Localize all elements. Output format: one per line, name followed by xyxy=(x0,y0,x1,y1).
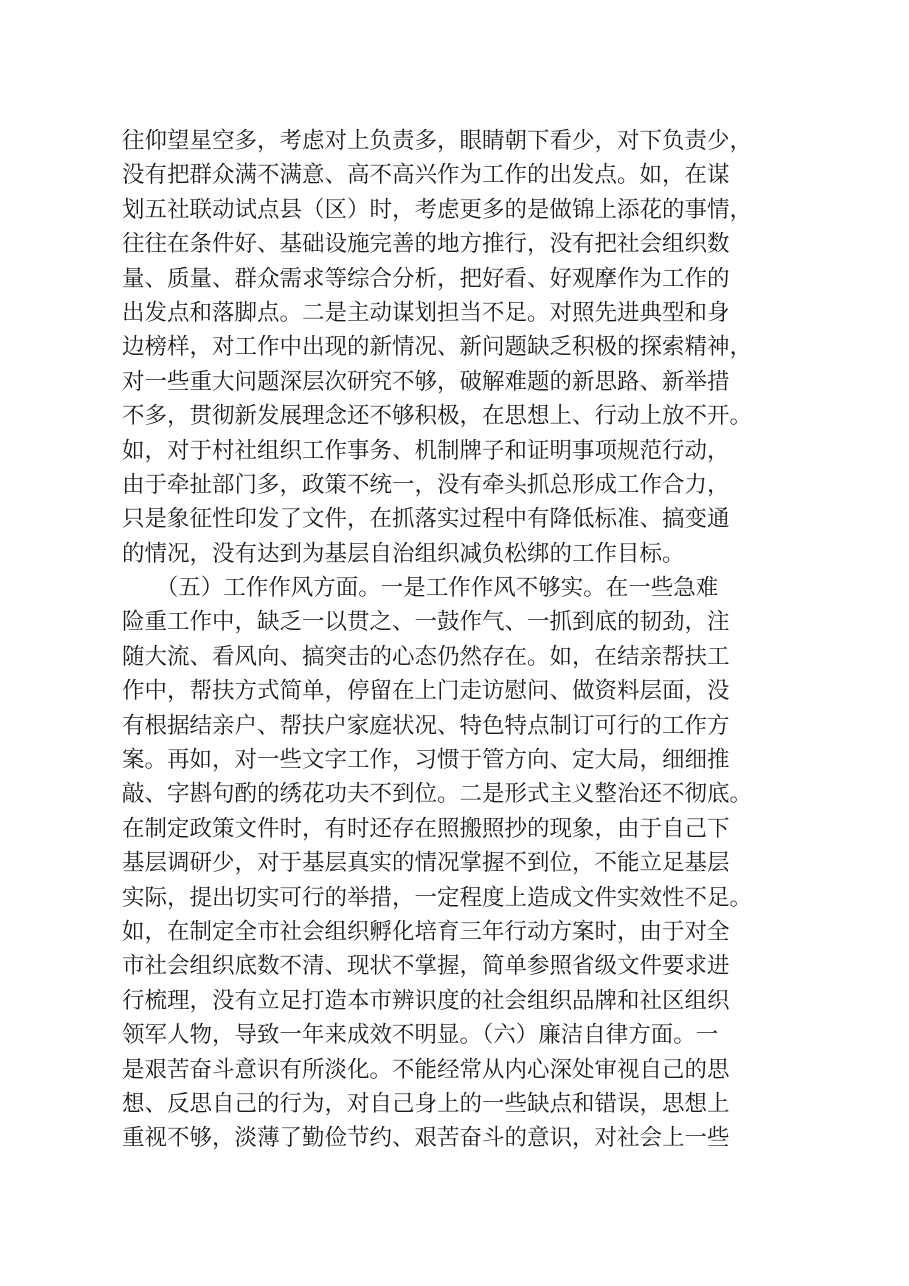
text-line: 想、反思自己的行为，对自己身上的一些缺点和错误，思想上 xyxy=(122,1090,730,1117)
text-line: 领军人物，导致一年来成效不明显。（六）廉洁自律方面。一 xyxy=(122,1022,719,1049)
text-line: 往仰望星空多，考虑对上负责多，眼睛朝下看少，对下负责少， xyxy=(122,128,753,154)
text-line: 重视不够，淡薄了勤俭节约、艰苦奋斗的意识，对社会上一些 xyxy=(122,1125,730,1152)
text-line: 行梳理，没有立足打造本市辨识度的社会组织品牌和社区组织 xyxy=(122,987,730,1014)
text-line: 随大流、看风向、搞突击的心态仍然存在。如，在结亲帮扶工 xyxy=(122,643,730,670)
text-line: 往往在条件好、基础设施完善的地方推行，没有把社会组织数 xyxy=(122,231,730,258)
text-line: 量、质量、群众需求等综合分析，把好看、好观摩作为工作的 xyxy=(122,265,730,292)
text-line: 只是象征性印发了文件，在抓落实过程中有降低标准、搞变通 xyxy=(122,506,730,533)
text-line: 敲、字斟句酌的绣花功夫不到位。二是形式主义整治还不彻底。 xyxy=(122,781,753,808)
text-line: 如，对于村社组织工作事务、机制牌子和证明事项规范行动， xyxy=(122,437,730,464)
text-line: 如，在制定全市社会组织孵化培育三年行动方案时，由于对全 xyxy=(122,918,730,945)
text-line: 划五社联动试点县（区）时，考虑更多的是做锦上添花的事情， xyxy=(122,196,753,223)
body-text xyxy=(122,124,802,1156)
text-line: 是艰苦奋斗意识有所淡化。不能经常从内心深处审视自己的思 xyxy=(122,1056,730,1083)
text-line: 案。再如，对一些文字工作，习惯于管方向、定大局，细细推 xyxy=(122,747,730,774)
text-line: 险重工作中，缺乏一以贯之、一鼓作气、一抓到底的韧劲，注 xyxy=(122,609,730,636)
text-line: 出发点和落脚点。二是主动谋划担当不足。对照先进典型和身 xyxy=(122,299,730,326)
text-line: 实际，提出切实可行的举措，一定程度上造成文件实效性不足。 xyxy=(122,884,753,911)
text-line: 边榜样，对工作中出现的新情况、新问题缺乏积极的探索精神， xyxy=(122,334,753,361)
text-line: 不多，贯彻新发展理念还不够积极，在思想上、行动上放不开。 xyxy=(122,403,753,430)
text-line: 没有把群众满不满意、高不高兴作为工作的出发点。如，在谋 xyxy=(122,162,730,189)
text-line: 在制定政策文件时，有时还存在照搬照抄的现象，由于自己下 xyxy=(122,815,730,842)
section-heading-line: （五）工作作风方面。一是工作作风不够实。在一些急难 xyxy=(122,575,719,602)
text-line: 有根据结亲户、帮扶户家庭状况、特色特点制订可行的工作方 xyxy=(122,712,730,739)
text-line: 由于牵扯部门多，政策不统一，没有牵头抓总形成工作合力， xyxy=(122,471,730,498)
text-line: 基层调研少，对于基层真实的情况掌握不到位，不能立足基层 xyxy=(122,850,730,877)
text-line: 的情况，没有达到为基层自治组织减负松绑的工作目标。 xyxy=(122,540,685,567)
text-line: 作中，帮扶方式简单，停留在上门走访慰问、做资料层面，没 xyxy=(122,678,730,705)
text-line: 市社会组织底数不清、现状不掌握，简单参照省级文件要求进 xyxy=(122,953,730,980)
text-line: 对一些重大问题深层次研究不够，破解难题的新思路、新举措 xyxy=(122,368,730,395)
